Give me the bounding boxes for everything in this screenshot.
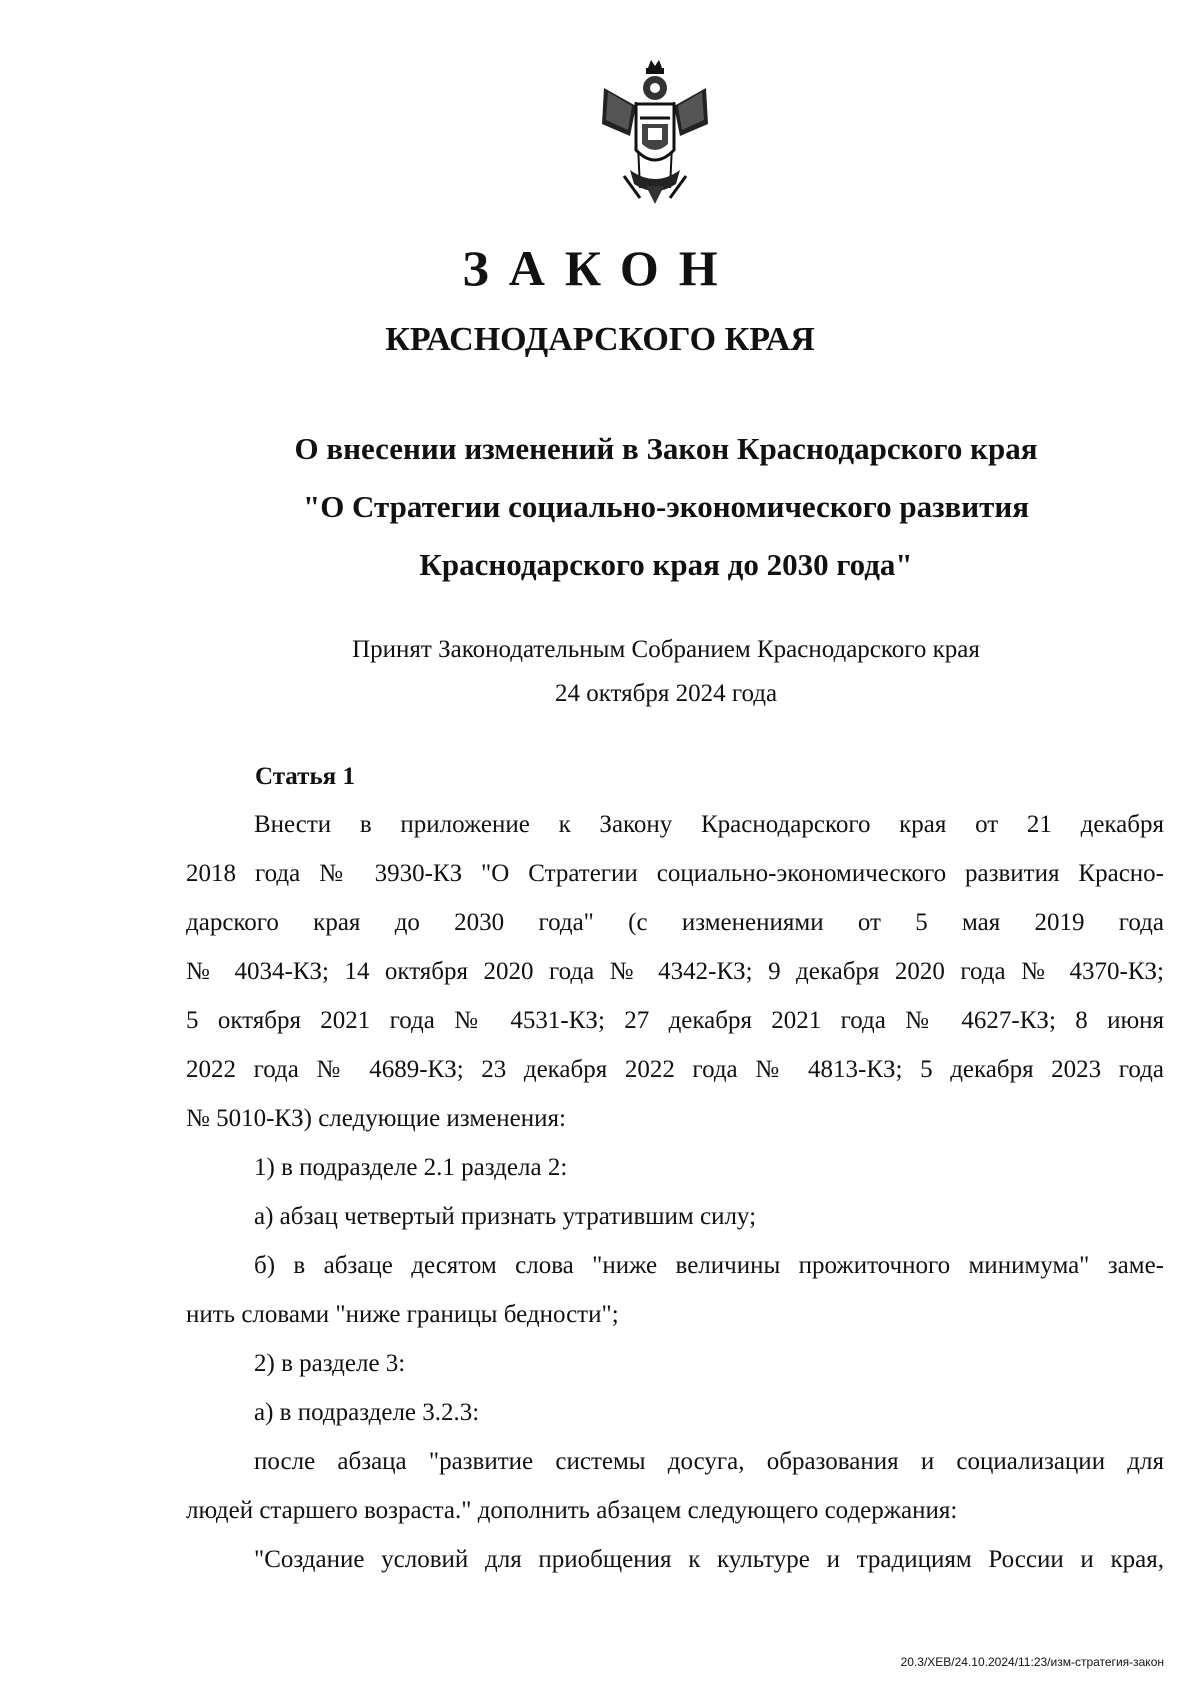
subject-line: Краснодарского края до 2030 года" xyxy=(419,547,913,582)
adoption-note xyxy=(186,628,1146,716)
law-title: ЗАКОН xyxy=(462,240,738,296)
body-line: Внести в приложение к Закону Краснодарского края от 21 декабря xyxy=(254,811,1164,838)
adoption-date: 24 октября 2024 года xyxy=(554,680,778,707)
subject-line: О внесении изменений в Закон Краснодарского края xyxy=(294,431,1038,466)
body-line: "Создание условий для приобщения к культуре и традициям России и края, xyxy=(254,1546,1164,1573)
document-footer-code: 20.3/ХЕВ/24.10.2024/11:23/изм-стратегия-закон xyxy=(900,1655,1164,1669)
body-line: 2022 года № 4689-КЗ; 23 декабря 2022 года № 4813-КЗ; 5 декабря 2023 года xyxy=(186,1056,1164,1083)
body-line: дарского края до 2030 года" (с изменениями от 5 мая 2019 года xyxy=(186,909,1164,936)
body-line: 2) в разделе 3: xyxy=(254,1350,406,1377)
body-line: б) в абзаце десятом слова "ниже величины прожиточного минимума" заме- xyxy=(254,1252,1164,1279)
body-line: 1) в подразделе 2.1 раздела 2: xyxy=(254,1154,568,1181)
adoption-line: Принят Законодательным Собранием Краснодарского края xyxy=(352,636,980,663)
article-body xyxy=(186,800,1164,1584)
region-title: КРАСНОДАРСКОГО КРАЯ xyxy=(385,321,815,358)
body-line: № 5010-КЗ) следующие изменения: xyxy=(186,1105,566,1132)
body-line: № 4034-КЗ; 14 октября 2020 года № 4342-КЗ; 9 декабря 2020 года № 4370-КЗ; xyxy=(186,958,1164,985)
subject-line: "О Стратегии социально-экономического развития xyxy=(302,489,1029,524)
body-line: 5 октября 2021 года № 4531-КЗ; 27 декабря 2021 года № 4627-КЗ; 8 июня xyxy=(186,1007,1164,1034)
body-line: нить словами "ниже границы бедности"; xyxy=(186,1301,619,1328)
body-line: а) абзац четвертый признать утратившим силу; xyxy=(254,1203,757,1230)
body-line: 2018 года № 3930-КЗ "О Стратегии социально-экономического развития Красно- xyxy=(186,860,1164,887)
law-subject xyxy=(186,420,1146,594)
article-title: Статья 1 xyxy=(255,763,355,790)
body-line: а) в подразделе 3.2.3: xyxy=(254,1399,480,1426)
body-line: после абзаца "развитие системы досуга, образования и социализации для xyxy=(254,1448,1164,1475)
coat-of-arms-emblem xyxy=(596,58,714,208)
body-line: людей старшего возраста." дополнить абзацем следующего содержания: xyxy=(186,1497,958,1524)
